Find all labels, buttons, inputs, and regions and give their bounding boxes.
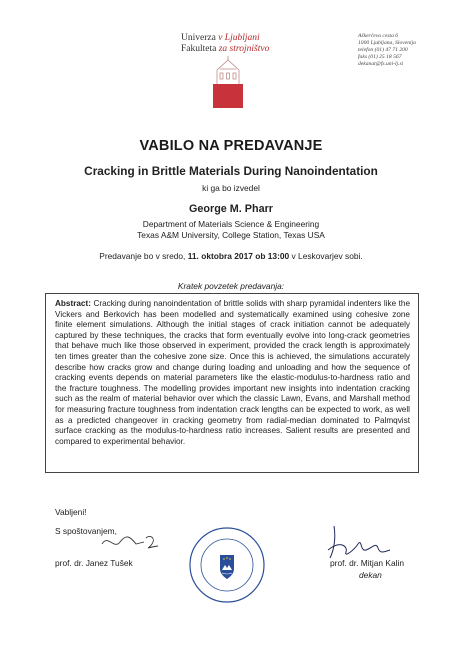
university-seal-icon <box>187 525 267 605</box>
abstract-body: Cracking during nanoindentation of brittle solids with sharp pyramidal indenters like the Vickers and Berkovich has been modelled and systematically examined using cohesive zone finite element simulations. Although the initial stages of crack initiation cannot be adequately captured by these techniques, the cracks that form eventually evolve into long-crack geometries that behave much like those observed in experiment, provided the crack length is approximately ten times greater than the cohesive zone size. Once this is achieved, the simulations accurately describe how cracks grow and change during loading and unloading and how the sequence of cracking events depends on material parameters like the elastic-modulus-to-hardness ratio and the fracture toughness. The modelling provides important new insights into indentation cracking such as the realm of material behavior over which the classic Lawn, Evans, and Marshall method for measuring fracture toughness from indentation crack lengths can be expected to work, as well as a predicted changeover in cracking geometry from radial-median dominated to Palmqvist surface cracking as the modulus-to-hardness ratio increases. Salient results are presented and compared to experimental behavior. <box>55 299 411 446</box>
signer-left: prof. dr. Janez Tušek <box>55 558 133 568</box>
abstract-box <box>45 293 419 473</box>
university-word: Univerza <box>181 33 216 43</box>
address-line: dekanat@fs.uni-lj.si <box>358 61 404 67</box>
signature-left-icon <box>100 530 160 552</box>
address-line: 1000 Ljubljana, Slovenija <box>358 40 416 46</box>
schedule-prefix: Predavanje bo v sredo, <box>99 251 186 261</box>
address-line: Aškerčeva cesta 6 <box>358 33 399 39</box>
lecture-title: Cracking in Brittle Materials During Nanoindentation <box>84 164 378 178</box>
signer-right: prof. dr. Mitjan Kalin <box>330 558 405 568</box>
faculty-italic: za strojništvo <box>218 44 270 54</box>
page-title: VABILO NA PREDAVANJE <box>139 138 323 154</box>
summary-label: Kratek povzetek predavanja: <box>177 281 285 291</box>
lecture-schedule <box>0 251 462 261</box>
invite-text: Vabljeni! <box>55 507 87 517</box>
faculty-red-block <box>213 84 243 108</box>
address-line: faks (01) 25 18 567 <box>358 54 402 60</box>
schedule-suffix: v Leskovarjev sobi. <box>291 251 363 261</box>
speaker-university: Texas A&M University, College Station, Texas USA <box>137 230 325 240</box>
faculty-address <box>358 33 458 68</box>
speaker-department: Department of Materials Science & Engineering <box>142 219 320 229</box>
abstract-label: Abstract: <box>55 299 91 308</box>
faculty-building-logo-icon <box>213 56 243 86</box>
signer-right-role: dekan <box>359 570 382 580</box>
schedule-date: 11. oktobra 2017 ob 13:00 <box>187 251 290 261</box>
speaker-name: George M. Pharr <box>189 203 273 215</box>
university-name <box>181 33 291 55</box>
address-line: telefon (01) 47 71 200 <box>358 47 408 53</box>
abstract-text <box>55 299 410 447</box>
regards-text: S spoštovanjem, <box>55 526 117 536</box>
presented-by-label: ki ga bo izvedel <box>202 183 260 193</box>
university-v: v Ljubljani <box>218 33 260 43</box>
faculty-word: Fakulteta <box>181 44 217 54</box>
